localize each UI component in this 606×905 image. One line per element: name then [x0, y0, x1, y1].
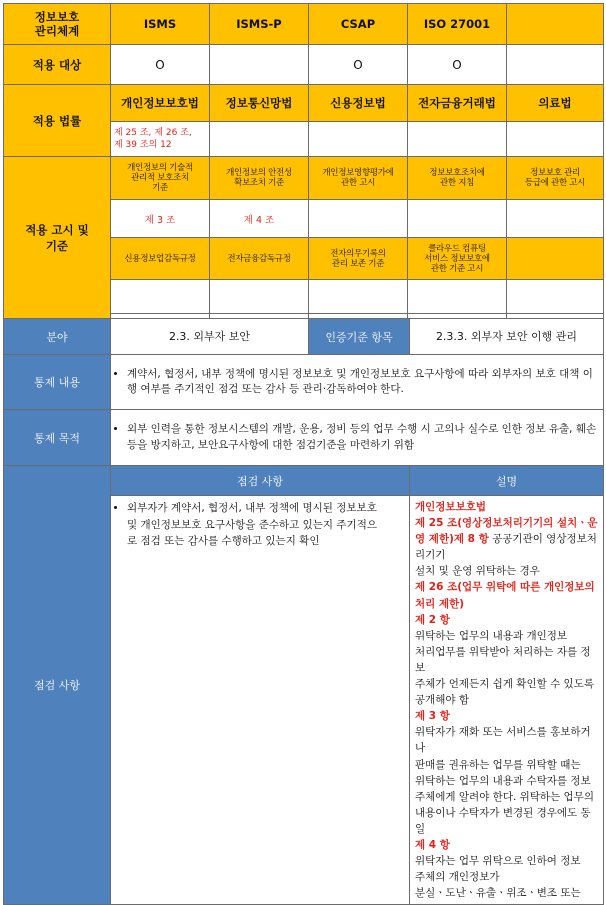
notice-guideline: 정보보호조치에 관한 지침	[408, 157, 507, 200]
law-ref-credit	[309, 122, 408, 157]
target-label: 적용 대상	[4, 45, 111, 85]
purpose-text: • 외부 인력을 통한 정보시스템의 개발, 운용, 정비 등의 업무 수행 시 고의나 실수로 인한 정보 유출, 훼손 등을 방지하고, 보안요구사항에 대한 점검기준을 마련하기 위함	[127, 422, 600, 453]
notice-credit-supervision: 신용정보업감독규정	[111, 238, 210, 280]
target-iso27001: O	[408, 45, 507, 85]
system-header-row	[4, 4, 604, 45]
notice-ref-2: 제 4 조	[210, 200, 309, 238]
system-iso27001: ISO 27001	[408, 4, 507, 45]
notice-tech-mgmt: 개인정보의 기술적 관리적 보호조치 기준	[111, 157, 210, 200]
control-label: 통제 내용	[4, 355, 111, 410]
notice-emr: 전자의무기록의 관리 보존 기준	[309, 238, 408, 280]
desc-para-4-text: 위탁자는 업무 위탁으로 인하여 정보 주체의 개인정보가 분실ㆍ도난ㆍ유출ㆍ위조ㆍ변조 또는	[415, 855, 581, 900]
desc-law: 개인정보보호법	[415, 501, 487, 513]
check-col1-header: 점검 사항	[111, 466, 410, 496]
desc-para-4: 제 4 항	[415, 838, 450, 851]
blank-cell	[507, 280, 604, 314]
purpose-row	[4, 410, 604, 466]
blank-cell	[408, 280, 507, 314]
target-csap: O	[309, 45, 408, 85]
notice-grade: 정보보호 관리 등급에 관한 고시	[507, 157, 604, 200]
section-row	[4, 319, 604, 355]
notice-row-1	[4, 157, 604, 200]
notice-safety: 개인정보의 안전성 확보조치 기준	[210, 157, 309, 200]
law-efinance: 전자금융거래법	[408, 85, 507, 122]
system-header-label: 정보보호 관리체계	[4, 4, 111, 45]
purpose-label: 통제 목적	[4, 410, 111, 466]
law-ref-pipa: 제 25 조, 제 26 조, 제 39 조의 12	[111, 122, 210, 157]
check-description	[410, 496, 604, 905]
law-ref-medical	[507, 122, 604, 157]
system-csap: CSAP	[309, 4, 408, 45]
notice-empty	[507, 238, 604, 280]
law-credit: 신용정보법	[309, 85, 408, 122]
desc-article-25-text: 공공기관이 영상정보처리기기 설치 및 운영 위탁하는 경우	[415, 533, 597, 578]
notice-label: 적용 고시 및 기준	[4, 157, 111, 319]
desc-para-2: 제 2 항	[415, 613, 450, 626]
notice-ref-3	[309, 200, 408, 238]
law-row	[4, 85, 604, 122]
target-row	[4, 45, 604, 85]
desc-para-3: 제 3 항	[415, 710, 450, 723]
target-isms: O	[111, 45, 210, 85]
system-isms-p: ISMS-P	[210, 4, 309, 45]
target-isms-p	[210, 45, 309, 85]
desc-article-26: 제 26 조(업무 위탁에 따른 개인정보의 처리 제한)	[415, 581, 595, 610]
desc-para-2-text: 위탁하는 업무의 내용과 개인정보 처리업무를 위탁받아 처리하는 자를 정보 주체가 언제든지 쉽게 확인할 수 있도록 공개해야 함	[415, 629, 594, 707]
desc-para-3-text: 위탁자가 재화 또는 서비스를 홍보하거나 판매를 권유하는 업무를 위탁할 때는 위탁하는 업무의 내용과 수탁자를 정보 주체에게 알려야 한다. 위탁하는 업무의 내용이나 수탁자가 변경된 경우에도 동일	[415, 726, 594, 835]
target-empty	[507, 45, 604, 85]
notice-ref-5	[507, 200, 604, 238]
law-network: 정보통신망법	[210, 85, 309, 122]
notice-cloud: 클라우드 컴퓨팅 서비스 정보보호에 관한 기준 고시	[408, 238, 507, 280]
criteria-label: 인증기준 항목	[309, 319, 410, 355]
check-label: 점검 사항	[4, 466, 111, 905]
notice-ref-4	[408, 200, 507, 238]
check-item: • 외부자가 계약서, 협정서, 내부 정책에 명시된 정보보호 및 개인정보보호 요구사항을 준수하고 있는지 주기적으로 점검 또는 감사를 수행하고 있는지 확인	[127, 500, 386, 550]
law-pipa: 개인정보보호법	[111, 85, 210, 122]
notice-impact: 개인정보영향평가에 관한 고시	[309, 157, 408, 200]
law-ref-network	[210, 122, 309, 157]
control-row	[4, 355, 604, 410]
blank-cell	[111, 280, 210, 314]
law-label: 적용 법률	[4, 85, 111, 157]
section-value: 2.3. 외부자 보안	[111, 319, 309, 355]
system-isms: ISMS	[111, 4, 210, 45]
notice-ref-1: 제 3 조	[111, 200, 210, 238]
check-col2-header: 설명	[410, 466, 604, 496]
control-text: • 계약서, 협정서, 내부 정책에 명시된 정보보호 및 개인정보보호 요구사항에 따라 외부자의 보호 대책 이행 여부를 주기적인 점검 또는 감사 등 관리·감독하여야 한다.	[127, 367, 600, 398]
criteria-value: 2.3.3. 외부자 보안 이행 관리	[410, 319, 604, 355]
law-ref-efinance	[408, 122, 507, 157]
check-header-row	[4, 466, 604, 496]
notice-efinance-supervision: 전자금융감독규정	[210, 238, 309, 280]
applicability-table	[3, 3, 604, 319]
law-medical: 의료법	[507, 85, 604, 122]
control-table	[3, 318, 604, 905]
desc-article-25: 제 25 조(영상정보처리기기의 설치ㆍ운영 제한)제 8 항	[415, 517, 598, 546]
system-empty	[507, 4, 604, 45]
blank-cell	[210, 280, 309, 314]
section-label: 분야	[4, 319, 111, 355]
blank-cell	[309, 280, 408, 314]
